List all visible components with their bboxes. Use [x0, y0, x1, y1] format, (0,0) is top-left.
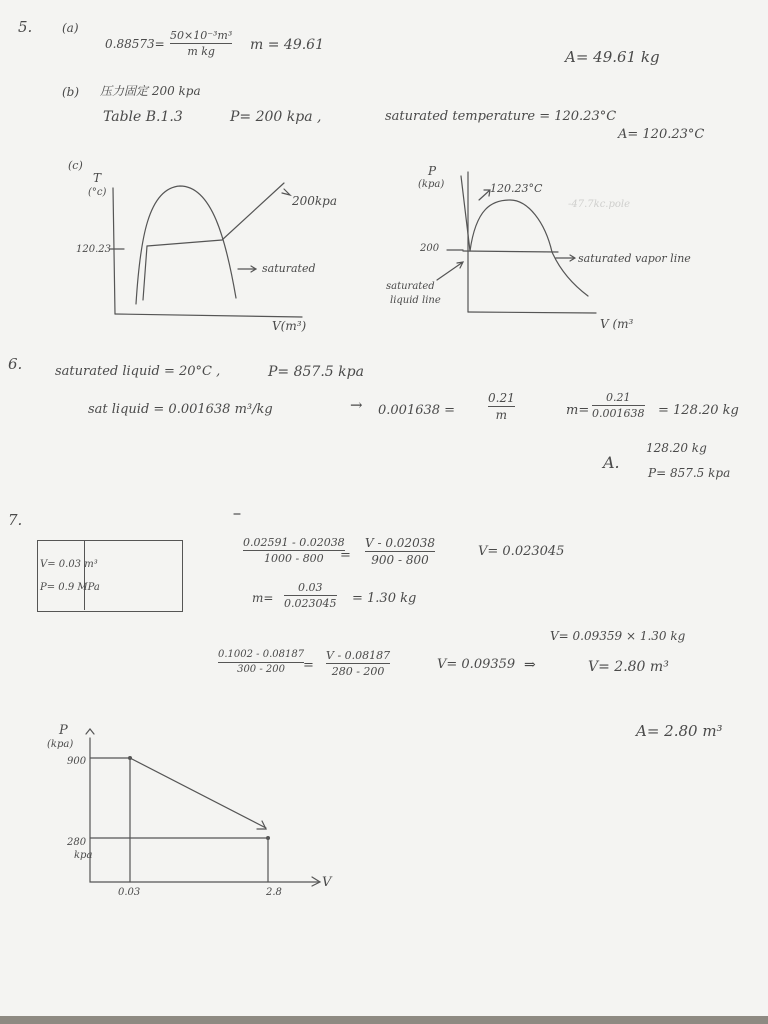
- tv-isobar-arrowhead: [282, 189, 290, 195]
- q5b-answer: A= 120.23°C: [618, 127, 705, 142]
- q5-number: 5.: [18, 18, 33, 36]
- q7-process-line: [130, 758, 266, 828]
- pv-x-axis: [468, 312, 596, 313]
- q6-answer-label: A.: [603, 453, 620, 472]
- pv-diagram: [437, 172, 596, 313]
- q6-mass-result: = 128.20 kg: [658, 403, 739, 418]
- q7-implies-arrow: ⇒: [524, 657, 536, 673]
- q5b-label: (b): [62, 85, 80, 99]
- pv-vapor-line-label: saturated vapor line: [578, 252, 691, 265]
- q7-interp2-den: 300 - 200: [237, 664, 285, 675]
- q7-mass-result: = 1.30 kg: [352, 591, 417, 606]
- q7-state-point-1: [128, 756, 132, 760]
- tv-y-unit: (°c): [88, 187, 107, 198]
- q7-y-axis: [90, 738, 318, 882]
- q5a-lhs: 0.88573=: [105, 37, 165, 51]
- q7-answer: A= 2.80 m³: [636, 722, 723, 740]
- q7-mass-den: 0.023045: [284, 597, 337, 610]
- pv-y-axis-label: P: [428, 164, 437, 178]
- q7-volume-calc: V= 0.09359 × 1.30 kg: [550, 629, 686, 643]
- pv-liquid-line-label-1: saturated: [386, 281, 435, 292]
- pv-saturation-dome: [470, 200, 552, 252]
- q6-answer-mass: 128.20 kg: [646, 441, 707, 455]
- q7-equals-1: =: [340, 548, 351, 563]
- pv-pressure-tick: 200: [420, 243, 440, 254]
- pv-liquid-line-label-2: liquid line: [390, 295, 441, 306]
- tv-pressure-label: 200kpa: [292, 194, 338, 208]
- tv-y-axis-label: T: [93, 171, 102, 185]
- q7-interp1-rhs-den: 900 - 800: [371, 553, 429, 567]
- q7-graph-y-unit: (kpa): [47, 739, 74, 750]
- q7-mass-label: m=: [252, 591, 274, 605]
- q7-box-pressure: P= 0.9 MPa: [40, 582, 100, 593]
- q7-mass-num: 0.03: [298, 581, 323, 594]
- pv-temp-arrow: [479, 190, 490, 200]
- pv-liquid-arrow: [437, 262, 463, 280]
- q6-fraction-den: m: [495, 408, 508, 422]
- q7-interp2-rhs-den: 280 - 200: [331, 665, 385, 678]
- q6-fraction-num: 0.21: [488, 391, 515, 405]
- q7-graph-y-tick-900: 900: [67, 756, 87, 767]
- q7-graph-y-tick-unit: kpa: [74, 850, 93, 861]
- q7-interp1-den: 1000 - 800: [263, 552, 324, 565]
- q7-graph-y-tick-280: 280: [67, 837, 87, 848]
- q7-equals-2: =: [303, 658, 314, 673]
- q6-arrow: →: [350, 396, 363, 414]
- q6-number: 6.: [8, 355, 23, 373]
- tv-y-axis: [113, 188, 115, 314]
- pv-vapor-arrow: [556, 255, 575, 261]
- tv-x-axis-label: V(m³): [272, 319, 307, 333]
- q7-interp1-num: 0.02591 - 0.02038: [243, 536, 345, 549]
- q7-graph-x-axis-label: V: [322, 875, 332, 890]
- q7-y-axis-arrow: [86, 729, 94, 734]
- tv-saturated-arrow: [238, 266, 256, 272]
- pv-temp-label: 120.23°C: [490, 182, 543, 195]
- q5b-chinese-note: 压力固定 200 kpa: [100, 84, 201, 98]
- q7-volume-result: V= 2.80 m³: [588, 659, 669, 675]
- q7-v1-result: V= 0.023045: [478, 544, 565, 559]
- pv-isotherm-left: [461, 176, 470, 251]
- q5c-label: (c): [68, 159, 83, 172]
- q5a-denominator: m kg: [187, 45, 215, 58]
- q7-graph-x-tick-2-8: 2.8: [266, 887, 282, 898]
- tv-compressed-liquid-line: [143, 246, 147, 300]
- pv-faded-text: -47.7kc.pole: [568, 199, 631, 210]
- q7-v2-result: V= 0.09359: [437, 657, 516, 672]
- q5a-mass-equation: m = 49.61: [250, 37, 324, 53]
- q6-pressure: P= 857.5 kpa: [268, 364, 364, 380]
- q7-interp2-rhs-num: V - 0.08187: [326, 649, 391, 662]
- q5a-label: (a): [62, 21, 79, 35]
- q7-box-volume: V= 0.03 m³: [40, 559, 98, 570]
- page-bottom-edge: [0, 1016, 768, 1024]
- q5a-numerator: 50×10⁻³m³: [170, 29, 233, 42]
- q5b-pressure: P= 200 kpa ,: [230, 109, 322, 125]
- q7-interp2-num: 0.1002 - 0.08187: [218, 649, 305, 660]
- q5b-table-ref: Table B.1.3: [103, 109, 183, 125]
- pv-x-axis-label: V (m³: [600, 317, 634, 331]
- tv-x-axis: [115, 314, 302, 317]
- q6-arrow-expression: 0.001638 =: [378, 403, 456, 418]
- q7-graph-x-tick-0-03: 0.03: [118, 887, 141, 898]
- q6-mass-den: 0.001638: [592, 407, 645, 420]
- q7-interp1-rhs-num: V - 0.02038: [365, 536, 435, 550]
- q6-answer-pressure: P= 857.5 kpa: [648, 466, 731, 480]
- q6-sat-liquid-volume: sat liquid = 0.001638 m³/kg: [88, 402, 273, 417]
- q6-mass-num: 0.21: [606, 391, 631, 404]
- pv-tie-line: [463, 251, 558, 252]
- tv-saturation-dome: [136, 186, 236, 304]
- q7-state-point-2: [266, 836, 270, 840]
- q5b-saturated-temperature: saturated temperature = 120.23°C: [385, 109, 617, 124]
- q5a-answer: A= 49.61 kg: [565, 48, 660, 66]
- tv-saturated-label: saturated: [262, 262, 316, 275]
- q6-saturated-liquid-temp: saturated liquid = 20°C ,: [55, 364, 221, 379]
- q6-mass-label: m=: [566, 403, 590, 418]
- pv-y-unit: (kpa): [418, 179, 445, 190]
- tv-temp-tick: 120.23: [76, 244, 111, 255]
- q7-pv-graph: [86, 729, 320, 886]
- tv-diagram: [110, 183, 302, 317]
- tv-isobar: [147, 183, 284, 246]
- q7-number: 7.: [8, 511, 23, 529]
- q7-graph-y-axis-label: P: [59, 723, 68, 738]
